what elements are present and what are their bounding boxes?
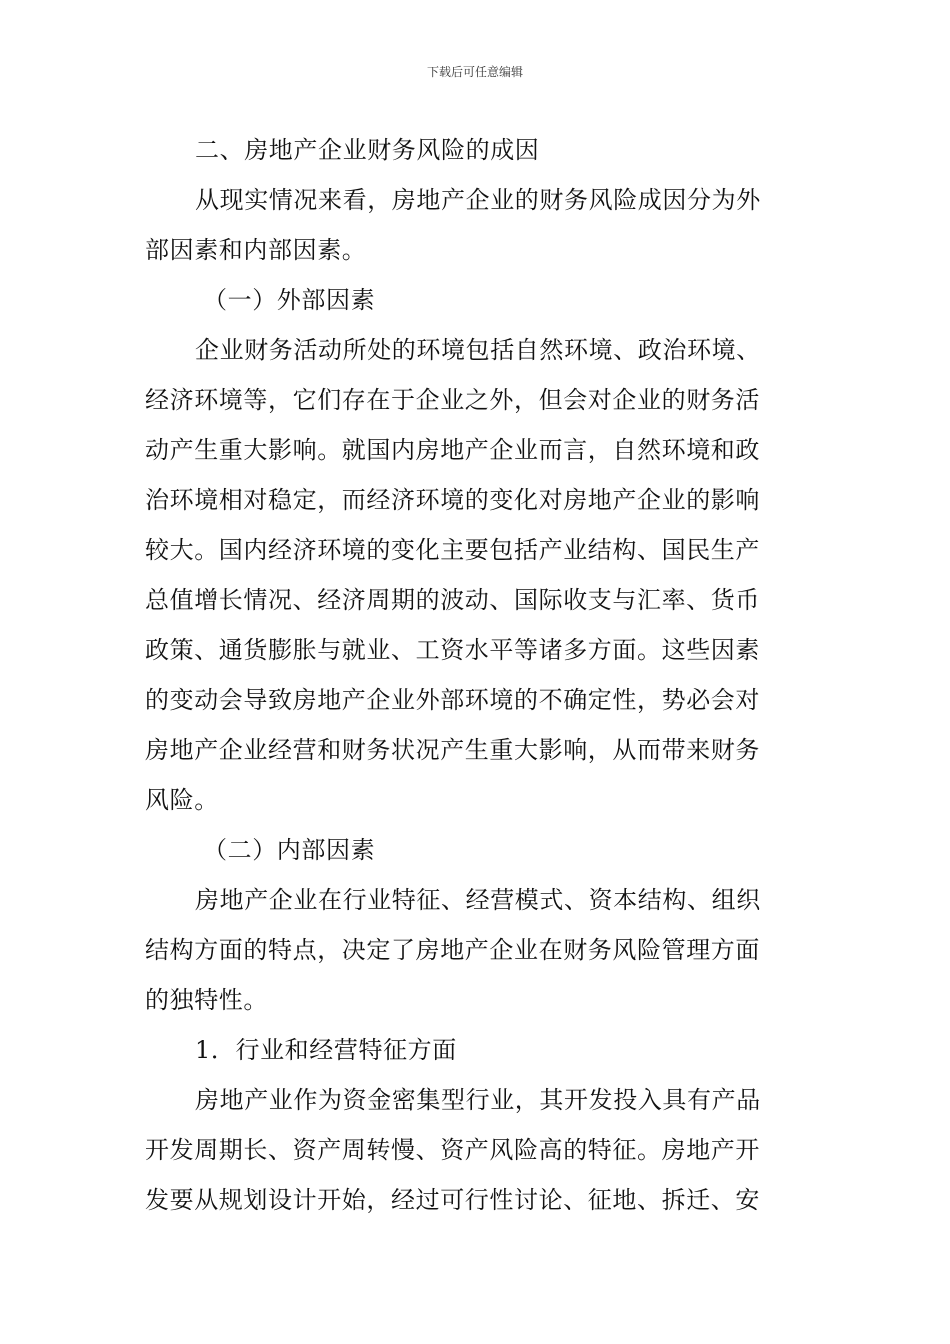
paragraph-line: 经济环境等，它们存在于企业之外，但会对企业的财务活	[145, 386, 760, 414]
paragraph-line: 的变动会导致房地产企业外部环境的不确定性，势必会对	[145, 686, 760, 714]
paragraph-line: 房地产业作为资金密集型行业，其开发投入具有产品	[195, 1086, 761, 1114]
page-header-note: 下载后可任意编辑	[426, 65, 523, 79]
paragraph-line: 动产生重大影响。就国内房地产企业而言，自然环境和政	[145, 436, 760, 464]
paragraph-line: 企业财务活动所处的环境包括自然环境、政治环境、	[195, 336, 761, 364]
section-heading-causes: 二、房地产企业财务风险的成因	[195, 136, 540, 164]
numbered-heading-industry: 1．行业和经营特征方面	[195, 1036, 457, 1064]
paragraph-line: 总值增长情况、经济周期的波动、国际收支与汇率、货币	[145, 586, 760, 614]
paragraph-line: 发要从规划设计开始，经过可行性讨论、征地、拆迁、安	[145, 1186, 760, 1214]
paragraph-line: 结构方面的特点，决定了房地产企业在财务风险管理方面	[145, 936, 760, 964]
document-body	[145, 125, 785, 1225]
subsection-heading-external: （一）外部因素	[203, 286, 376, 314]
paragraph-line: 政策、通货膨胀与就业、工资水平等诸多方面。这些因素	[145, 636, 760, 664]
paragraph-line: 风险。	[145, 786, 219, 814]
paragraph-line: 房地产企业在行业特征、经营模式、资本结构、组织	[195, 886, 761, 914]
paragraph-line: 较大。国内经济环境的变化主要包括产业结构、国民生产	[145, 536, 760, 564]
paragraph-line: 房地产企业经营和财务状况产生重大影响，从而带来财务	[145, 736, 760, 764]
paragraph-line: 从现实情况来看，房地产企业的财务风险成因分为外	[195, 186, 761, 214]
subsection-heading-internal: （二）内部因素	[203, 836, 376, 864]
paragraph-line: 治环境相对稳定，而经济环境的变化对房地产企业的影响	[145, 486, 760, 514]
paragraph-line: 开发周期长、资产周转慢、资产风险高的特征。房地产开	[145, 1136, 760, 1164]
paragraph-line: 部因素和内部因素。	[145, 236, 367, 264]
paragraph-line: 的独特性。	[145, 986, 268, 1014]
